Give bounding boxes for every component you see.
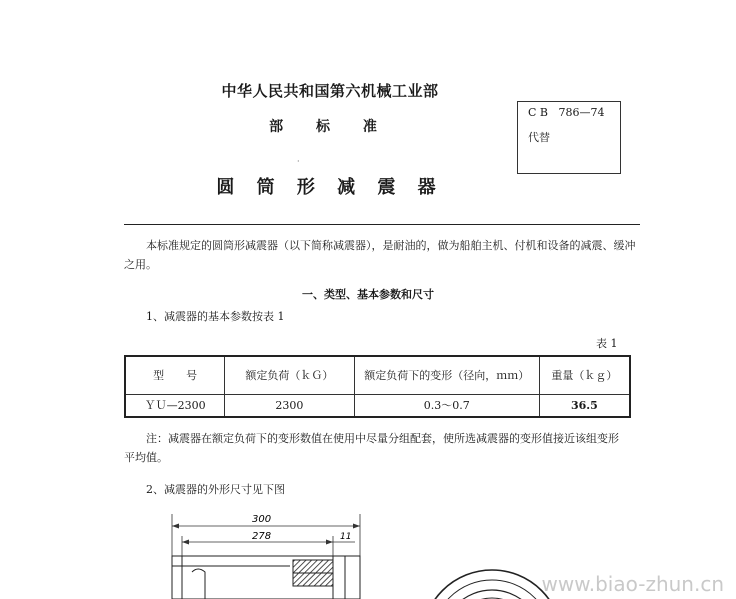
header-model: 型 号 [125, 356, 225, 394]
small-mark: · [297, 157, 300, 166]
parameters-table [124, 355, 631, 418]
dimension-end [333, 532, 355, 542]
standard-code: C B 786—74 [528, 106, 605, 119]
cell-weight: 36.5 [539, 394, 630, 417]
cell-model: ＹＵ—2300 [125, 394, 225, 417]
watermark: www.biao-zhun.cn [541, 572, 724, 596]
header-deformation: 额定负荷下的变形（径向，ｍｍ） [354, 356, 539, 394]
note-line-2: 平均值。 [124, 451, 168, 464]
cell-rated-load: 2300 [225, 394, 354, 417]
cell-deformation: 0.3～0.7 [354, 394, 539, 417]
standard-code-box [517, 101, 621, 174]
intro-paragraph: 本标准规定的圆筒形减震器（以下简称减震器），是耐油的，做为船舶主机、付机和设备的减震、缓冲之用。 [124, 239, 636, 271]
dim-300-label: 300 [252, 514, 272, 525]
note-line-1: 注：减震器在额定负荷下的变形数值在使用中尽量分组配套，使所选减震器的变形值接近该组变形 [146, 432, 619, 445]
section-1-heading: 一、类型、基本参数和尺寸 [302, 288, 434, 301]
dim-11-label: 11 [340, 532, 352, 542]
header-rule [124, 224, 640, 225]
header-weight: 重量（ｋｇ） [539, 356, 630, 394]
table-header-row [125, 356, 630, 394]
table-note [124, 429, 646, 467]
dim-278-label: 278 [252, 531, 272, 542]
replaces-label: 代替 [528, 131, 550, 144]
header-rated-load: 额定负荷（ｋＧ） [225, 356, 354, 394]
document-title: 圆 筒 形 减 震 器 [216, 177, 444, 198]
table-label: 表 1 [596, 337, 618, 350]
table-row [125, 394, 630, 417]
clause-2: 2、减震器的外形尺寸见下图 [146, 483, 285, 496]
clause-1: 1、减震器的基本参数按表 1 [146, 310, 285, 323]
ministry-heading: 中华人民共和国第六机械工业部 [221, 82, 439, 100]
standard-label: 部 标 准 [269, 119, 391, 135]
damper-side-view [172, 556, 360, 599]
